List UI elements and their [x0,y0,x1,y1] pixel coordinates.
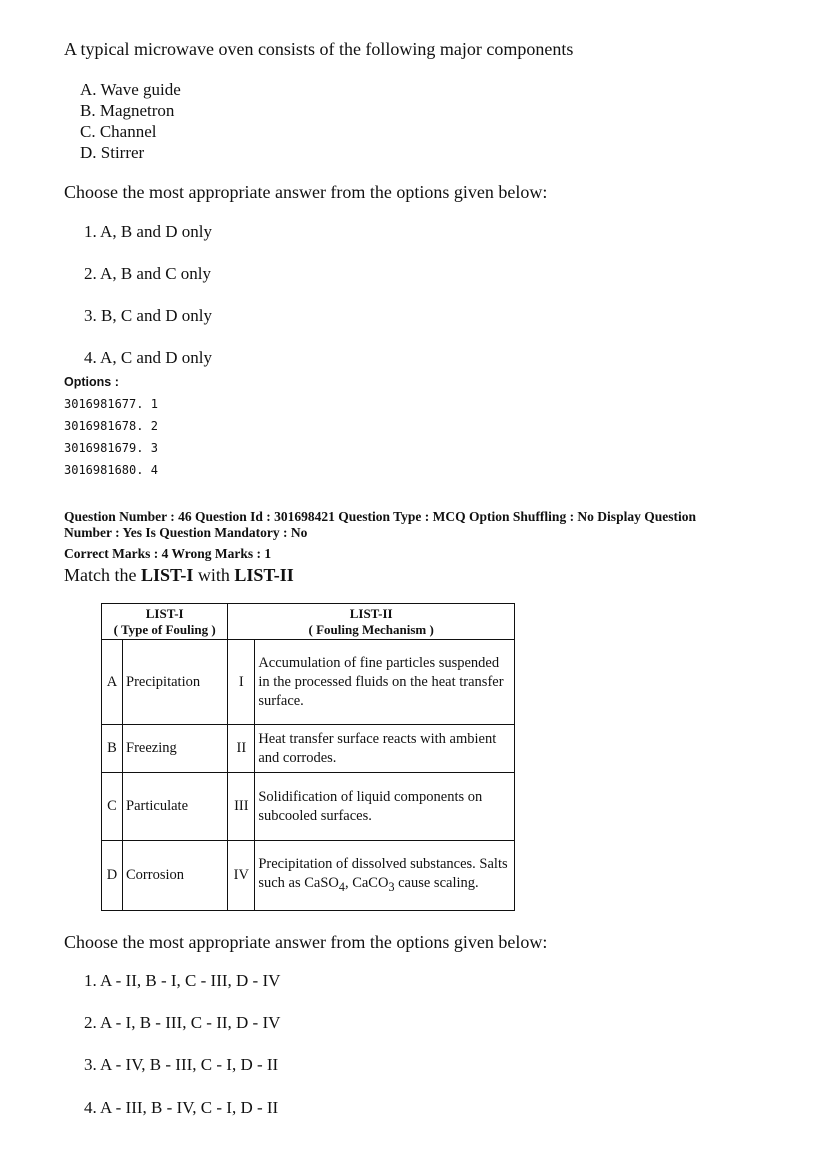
answer-option: 1. A - II, B - I, C - III, D - IV [84,971,281,990]
table-row: B Freezing II Heat transfer surface reacts with ambient and corrodes. [102,725,515,773]
table-row: C Particulate III Solidification of liquid components on subcooled surfaces. [102,773,515,841]
choose-instruction: Choose the most appropriate answer from the options given below: [64,932,548,952]
component-item: B. Magnetron [80,101,175,120]
option-id: 3016981678. 2 [64,419,158,433]
list1-header: LIST-I ( Type of Fouling ) [102,604,228,640]
question-meta: Number : Yes Is Question Mandatory : No [64,525,308,540]
answer-option: 3. B, C and D only [84,306,212,325]
component-item: C. Channel [80,122,157,141]
answer-option: 1. A, B and D only [84,222,212,241]
question-stem: A typical microwave oven consists of the following major components [64,39,574,59]
options-label: Options : [64,375,119,389]
component-item: D. Stirrer [80,143,145,162]
option-id: 3016981680. 4 [64,463,158,477]
question-stem: Match the LIST-I with LIST-II [64,565,294,585]
question-meta: Question Number : 46 Question Id : 301698421 Question Type : MCQ Option Shuffling : No Display Question [64,509,696,524]
choose-instruction: Choose the most appropriate answer from the options given below: [64,182,548,202]
component-item: A. Wave guide [80,80,181,99]
answer-option: 2. A - I, B - III, C - II, D - IV [84,1013,281,1032]
marks-meta: Correct Marks : 4 Wrong Marks : 1 [64,546,272,561]
match-table [101,603,515,911]
answer-option: 3. A - IV, B - III, C - I, D - II [84,1055,279,1074]
mechanism-cell: Precipitation of dissolved substances. Salts such as CaSO$_4$, CaCO$_3$ cause scaling. [255,841,515,911]
answer-option: 2. A, B and C only [84,264,212,283]
option-id: 3016981679. 3 [64,441,158,455]
list2-header: LIST-II ( Fouling Mechanism ) [228,604,515,640]
option-id: 3016981677. 1 [64,397,158,411]
table-row: A Precipitation I Accumulation of fine particles suspended in the processed fluids on the heat transfer surface. [102,640,515,725]
table-row: D Corrosion IV Precipitation of dissolved substances. Salts such as CaSO$_4$, CaCO$_3$ cause scaling. [102,841,515,911]
answer-option: 4. A, C and D only [84,348,212,367]
answer-option: 4. A - III, B - IV, C - I, D - II [84,1098,279,1117]
